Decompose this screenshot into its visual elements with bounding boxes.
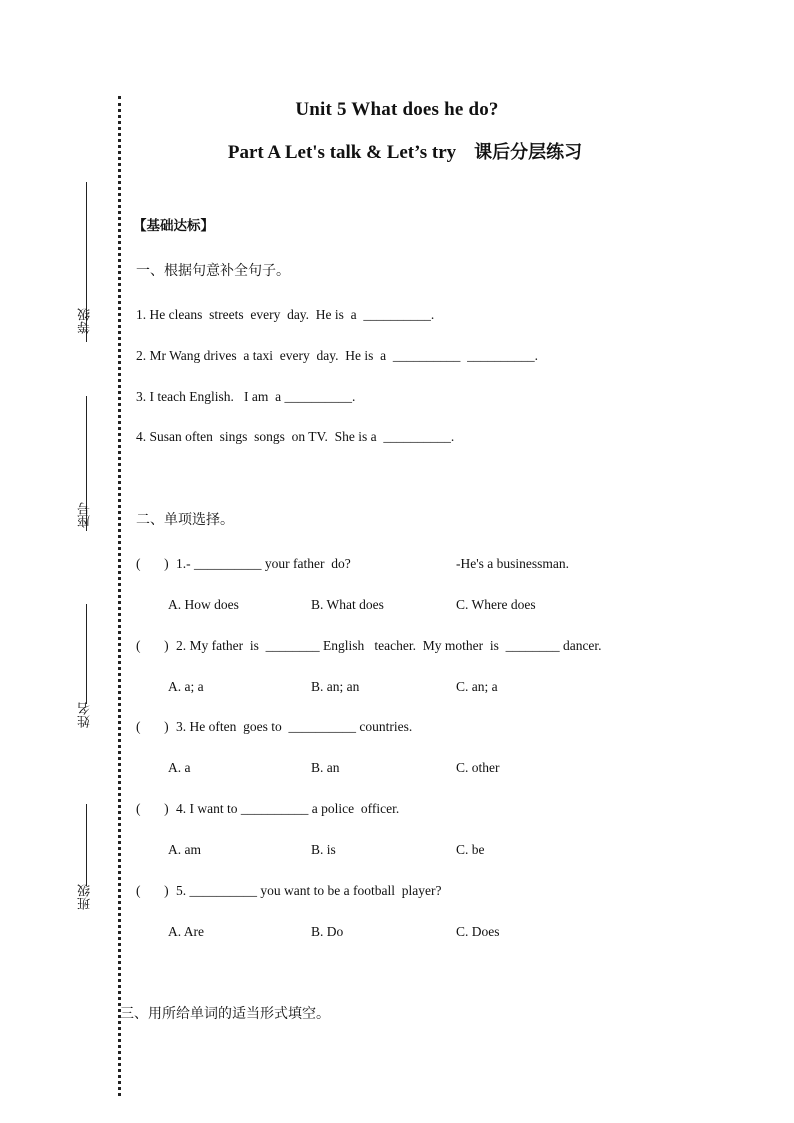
question-1-response: -He's a businessman. xyxy=(456,556,570,571)
part-subtitle xyxy=(0,138,794,164)
class-label: 班级 xyxy=(78,884,93,910)
seat-number-label: 座号 xyxy=(78,502,93,528)
section1-heading: 一、根据句意补全句子。 xyxy=(136,263,290,279)
question-4-option-b: B. is xyxy=(311,842,336,857)
question-5-stem: 5. __________ you want to be a football player? xyxy=(176,883,442,898)
question-2-option-a: A. a; a xyxy=(168,679,204,694)
answer-bracket-q5: ( ) xyxy=(136,883,169,898)
question-3-option-b: B. an xyxy=(311,760,340,775)
question-1-option-a: A. How does xyxy=(168,597,239,612)
question-2-stem: 2. My father is ________ English teacher. My mother is ________ dancer. xyxy=(176,638,602,653)
side-field-seat-number xyxy=(72,396,100,531)
side-field-class xyxy=(72,804,100,919)
grade-label: 等级 xyxy=(78,308,93,334)
question-2-option-b: B. an; an xyxy=(311,679,360,694)
side-field-name xyxy=(72,604,100,734)
class-fill-line xyxy=(86,804,87,886)
part-subtitle-english: Part A Let's talk & Let’s try xyxy=(227,142,457,163)
question-3-option-c: C. other xyxy=(456,760,500,775)
name-fill-line xyxy=(86,604,87,704)
question-2-option-c: C. an; a xyxy=(456,679,498,694)
section1-item-2: 2. Mr Wang drives a taxi every day. He is a __________ __________. xyxy=(136,348,538,363)
name-label: 姓名 xyxy=(78,702,93,728)
answer-bracket-q2: ( ) xyxy=(136,638,169,653)
question-4-option-a: A. am xyxy=(168,842,201,857)
side-field-grade xyxy=(72,182,100,342)
section1-item-4: 4. Susan often sings songs on TV. She is a __________. xyxy=(136,429,455,444)
question-4-option-c: C. be xyxy=(456,842,485,857)
section-tag: 【基础达标】 xyxy=(133,218,214,234)
question-1-stem: 1.- __________ your father do? xyxy=(176,556,351,571)
question-3-stem: 3. He often goes to __________ countries. xyxy=(176,719,413,734)
binding-margin-dotted-line xyxy=(118,96,121,1096)
answer-bracket-q1: ( ) xyxy=(136,556,169,571)
section2-heading: 二、单项选择。 xyxy=(136,512,234,528)
section1-item-3: 3. I teach English. I am a __________. xyxy=(136,389,356,404)
question-5-option-b: B. Do xyxy=(311,924,344,939)
question-1-option-b: B. What does xyxy=(311,597,384,612)
question-5-option-c: C. Does xyxy=(456,924,500,939)
question-5-option-a: A. Are xyxy=(168,924,204,939)
question-4-stem: 4. I want to __________ a police officer. xyxy=(176,801,400,816)
answer-bracket-q3: ( ) xyxy=(136,719,169,734)
part-subtitle-chinese: 课后分层练习 xyxy=(474,142,583,163)
section1-item-1: 1. He cleans streets every day. He is a __________. xyxy=(136,307,435,322)
question-3-option-a: A. a xyxy=(168,760,191,775)
unit-title: Unit 5 What does he do? xyxy=(295,99,499,120)
answer-bracket-q4: ( ) xyxy=(136,801,169,816)
section3-heading: 三、用所给单词的适当形式填空。 xyxy=(120,1006,330,1022)
question-1-option-c: C. Where does xyxy=(456,597,536,612)
